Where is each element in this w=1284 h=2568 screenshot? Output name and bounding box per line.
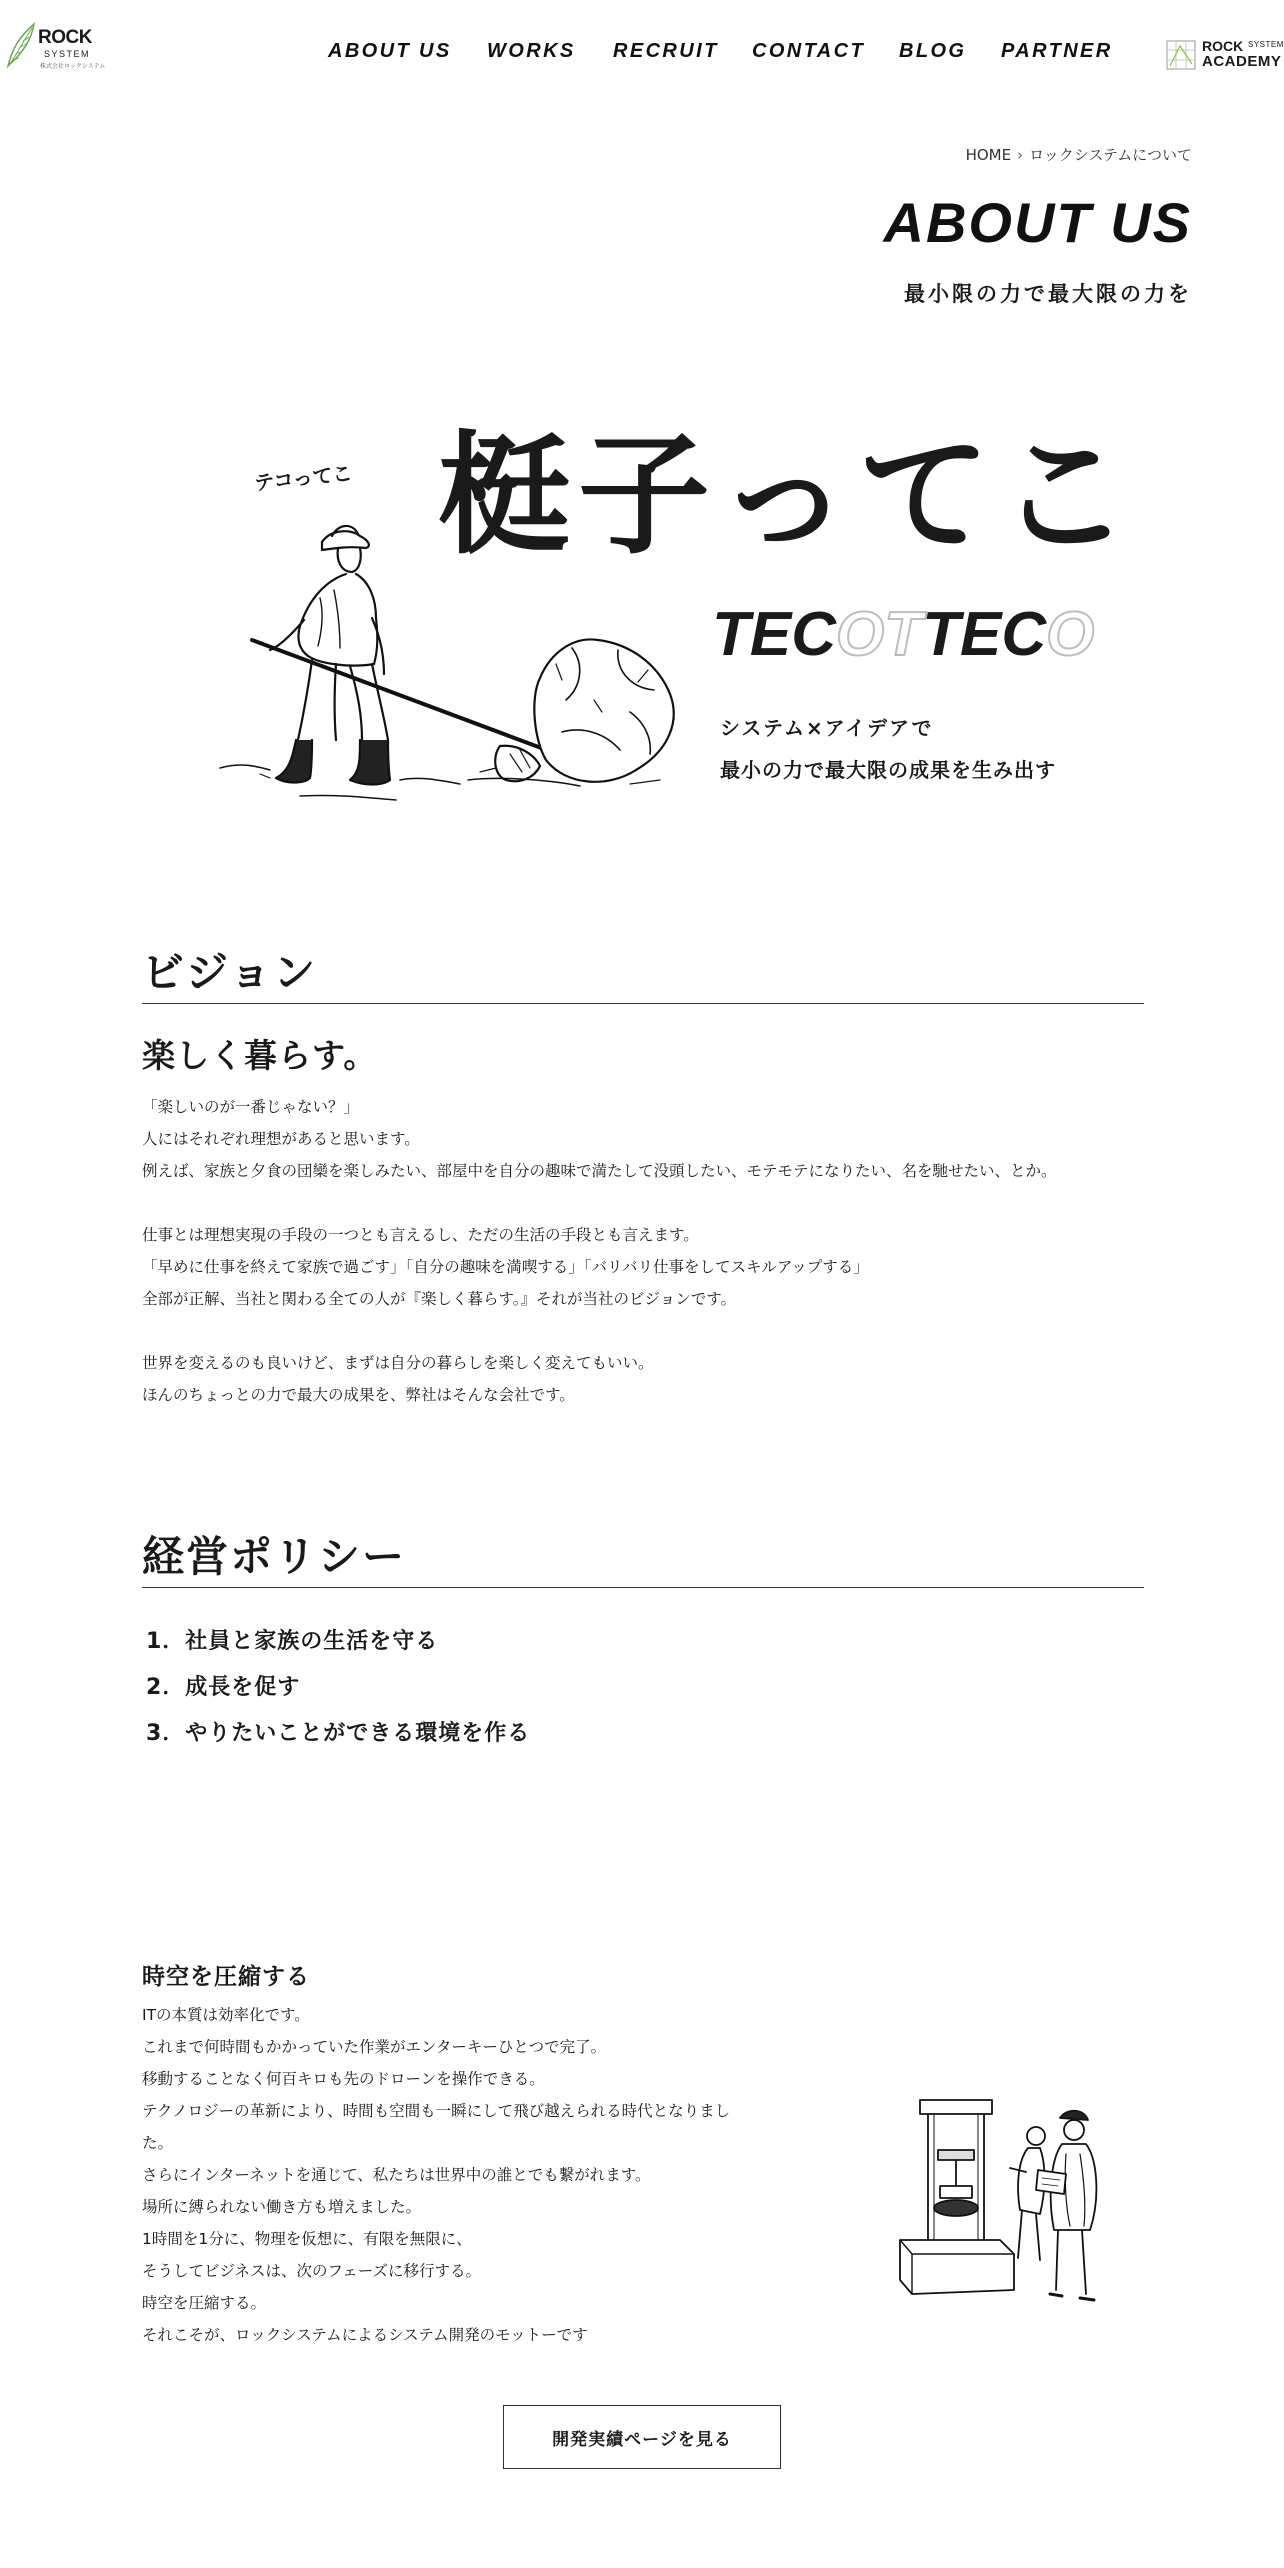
- motto-line: それこそが、ロックシステムによるシステム開発のモットーです: [142, 2326, 588, 2344]
- breadcrumb: [966, 144, 1192, 165]
- motto-line: 時空を圧縮する。: [142, 2294, 267, 2312]
- vision-line: 例えば、家族と夕食の団欒を楽しみたい、部屋中を自分の趣味で満たして没頭したい、モテモテになりたい、名を馳せたい、とか。: [142, 1162, 1057, 1180]
- policy-item: 1．社員と家族の生活を守る: [146, 1629, 439, 1654]
- hero-title: 梃子ってこ: [438, 419, 1138, 573]
- site-logo[interactable]: [4, 20, 106, 70]
- motto-line: ITの本質は効率化です。: [142, 2006, 310, 2024]
- nav-contact[interactable]: CONTACT: [752, 40, 866, 62]
- motto-heading: 時空を圧縮する: [142, 1964, 310, 1990]
- academy-logo[interactable]: [1166, 36, 1282, 72]
- motto-line: 移動することなく何百キロも先のドローンを操作できる。: [142, 2070, 545, 2088]
- vision-line: 「楽しいのが一番じゃない？」: [142, 1098, 360, 1116]
- breadcrumb-home[interactable]: HOME: [965, 146, 1012, 164]
- page-subtitle: 最小限の力で最大限の力を: [904, 282, 1192, 306]
- chevron-right-icon: ›: [1017, 146, 1024, 164]
- hero-en-part-2: OT: [836, 600, 923, 669]
- vision-divider: [142, 1003, 1144, 1004]
- vision-line: 「早めに仕事を終えて家族で過ごす」「自分の趣味を満喫する」「バリバリ仕事をしてスキルアップする」: [142, 1258, 869, 1276]
- hero-english-title: [712, 600, 1095, 669]
- printing-press-illustration: [890, 2090, 1130, 2350]
- hero-tagline-1: システム×アイデアで: [720, 716, 934, 740]
- view-works-button[interactable]: 開発実績ページを見る: [503, 2405, 781, 2469]
- nav-recruit[interactable]: RECRUIT: [613, 40, 719, 62]
- vision-line: 人にはそれぞれ理想があると思います。: [142, 1130, 420, 1148]
- logo-company-name: 株式会社ロックシステム: [40, 63, 106, 70]
- leaf-logo-icon: [4, 20, 40, 68]
- nav-works[interactable]: WORKS: [487, 40, 576, 62]
- hero-tagline-2: 最小の力で最大限の成果を生み出す: [720, 758, 1056, 782]
- motto-line: 場所に縛られない働き方も増えました。: [142, 2198, 422, 2216]
- academy-logo-academy: ACADEMY: [1202, 53, 1282, 70]
- vision-line: ほんのちょっとの力で最大の成果を、弊社はそんな会社です。: [142, 1386, 575, 1404]
- breadcrumb-current: ロックシステムについて: [1029, 146, 1192, 164]
- vision-line: 全部が正解、当社と関わる全ての人が『楽しく暮らす。』それが当社のビジョンです。: [142, 1290, 736, 1308]
- policy-divider: [142, 1587, 1144, 1588]
- academy-logo-rock: ROCK: [1202, 38, 1244, 54]
- motto-line: これまで何時間もかかっていた作業がエンターキーひとつで完了。: [142, 2038, 607, 2056]
- academy-logo-system: SYSTEM: [1248, 40, 1284, 49]
- vision-line: 世界を変えるのも良いけど、まずは自分の暮らしを楽しく変えてもいい。: [142, 1354, 654, 1372]
- nav-partner[interactable]: PARTNER: [1001, 40, 1113, 62]
- academy-grid-icon: [1166, 40, 1196, 70]
- hero-en-part-3: TEC: [922, 600, 1047, 669]
- vision-subheading: 楽しく暮らす。: [142, 1036, 378, 1075]
- nav-blog[interactable]: BLOG: [899, 40, 967, 62]
- motto-line: 1時間を1分に、物理を仮想に、有限を無限に、: [142, 2230, 472, 2248]
- nav-about-us[interactable]: ABOUT US: [328, 40, 452, 62]
- motto-line: さらにインターネットを通じて、私たちは世界中の誰とでも繋がれます。: [142, 2166, 651, 2184]
- logo-subtext: SYSTEM: [44, 49, 91, 59]
- hero-en-part-1: TEC: [712, 600, 836, 669]
- motto-line: た。: [142, 2134, 174, 2152]
- page-title: ABOUT US: [883, 191, 1192, 254]
- policy-item: 2．成長を促す: [146, 1675, 301, 1700]
- policy-heading: 経営ポリシー: [142, 1532, 407, 1581]
- logo-wordmark: ROCK: [38, 27, 92, 48]
- vision-heading: ビジョン: [142, 948, 318, 997]
- vision-line: 仕事とは理想実現の手段の一つとも言えるし、ただの生活の手段とも言えます。: [142, 1226, 699, 1244]
- hero-en-part-4: O: [1046, 600, 1095, 669]
- motto-line: テクノロジーの革新により、時間も空間も一瞬にして飛び越えられる時代となりまし: [142, 2102, 731, 2120]
- policy-item: 3．やりたいことができる環境を作る: [146, 1721, 531, 1746]
- hero-ruby-text: テコってこ: [253, 460, 354, 496]
- motto-line: そうしてビジネスは、次のフェーズに移行する。: [142, 2262, 481, 2280]
